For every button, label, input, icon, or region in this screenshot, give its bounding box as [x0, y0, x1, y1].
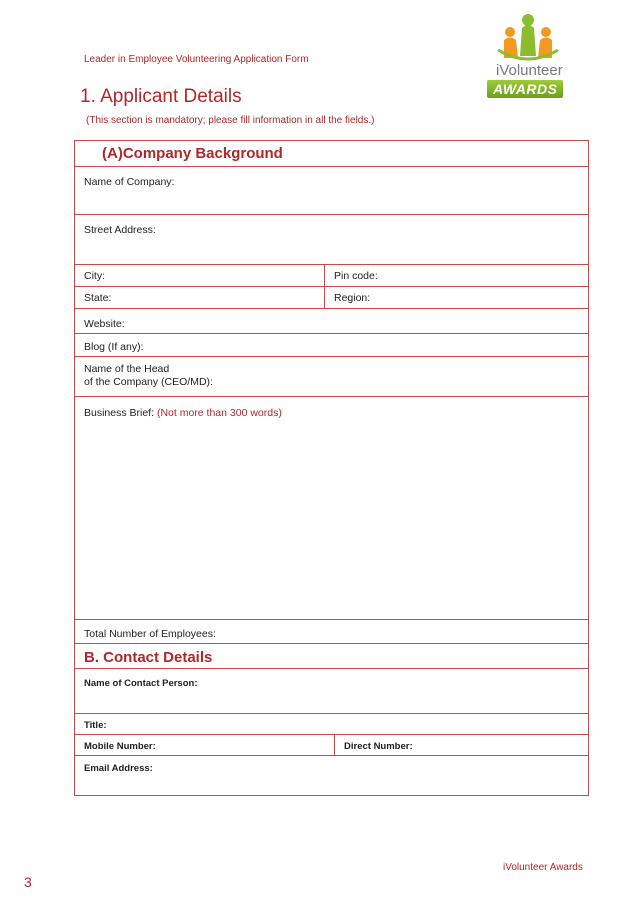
city-label: City: — [84, 270, 105, 282]
contact-details-heading: B. Contact Details — [84, 649, 213, 666]
state-field[interactable] — [75, 287, 325, 308]
company-heading-row — [75, 141, 588, 167]
contact-person-label: Name of Contact Person: — [84, 678, 198, 689]
page-number: 3 — [24, 874, 32, 890]
name-of-company-row[interactable] — [75, 167, 588, 215]
pin-code-label: Pin code: — [334, 270, 378, 282]
blog-label: Blog (If any): — [84, 341, 144, 353]
contact-person-row[interactable] — [75, 669, 588, 714]
city-pin-row — [75, 265, 588, 287]
region-field[interactable] — [325, 287, 588, 308]
head-of-company-row[interactable] — [75, 357, 588, 397]
business-brief-text: Business Brief: — [84, 407, 157, 419]
direct-number-label: Direct Number: — [344, 741, 413, 752]
email-row[interactable] — [75, 756, 588, 796]
contact-heading-row — [75, 644, 588, 669]
pin-code-field[interactable] — [325, 265, 588, 286]
title-label: Title: — [84, 720, 107, 731]
company-background-heading: (A)Company Background — [102, 145, 283, 162]
head-of-company-label-line2: of the Company (CEO/MD): — [84, 376, 213, 388]
application-form-table — [74, 140, 589, 796]
title-row[interactable] — [75, 714, 588, 735]
form-header-title: Leader in Employee Volunteering Application Form — [84, 54, 309, 65]
city-field[interactable] — [75, 265, 325, 286]
mobile-number-label: Mobile Number: — [84, 741, 156, 752]
website-label: Website: — [84, 318, 125, 330]
email-label: Email Address: — [84, 763, 153, 774]
blog-row[interactable] — [75, 334, 588, 357]
direct-number-field[interactable] — [335, 735, 588, 755]
street-address-label: Street Address: — [84, 224, 156, 236]
logo-awards-badge: AWARDS — [487, 80, 563, 98]
street-address-row[interactable] — [75, 215, 588, 265]
footer-brand: iVolunteer Awards — [503, 862, 583, 873]
state-label: State: — [84, 292, 112, 304]
phone-numbers-row — [75, 735, 588, 756]
head-of-company-label-line1: Name of the Head — [84, 363, 170, 375]
region-label: Region: — [334, 292, 371, 304]
state-region-row — [75, 287, 588, 309]
total-employees-label: Total Number of Employees: — [84, 628, 216, 640]
total-employees-row[interactable] — [75, 620, 588, 644]
business-brief-row[interactable] — [75, 397, 588, 620]
business-brief-note: (Not more than 300 words) — [156, 407, 282, 419]
head-of-company-label — [84, 363, 213, 389]
logo-wordmark: iVolunteer — [496, 62, 563, 79]
website-row[interactable] — [75, 309, 588, 334]
mobile-number-field[interactable] — [75, 735, 335, 755]
section-title: 1. Applicant Details — [80, 86, 242, 107]
name-of-company-label: Name of Company: — [84, 176, 175, 188]
section-note: (This section is mandatory; please fill information in all the fields.) — [86, 115, 375, 126]
business-brief-label — [84, 407, 282, 420]
